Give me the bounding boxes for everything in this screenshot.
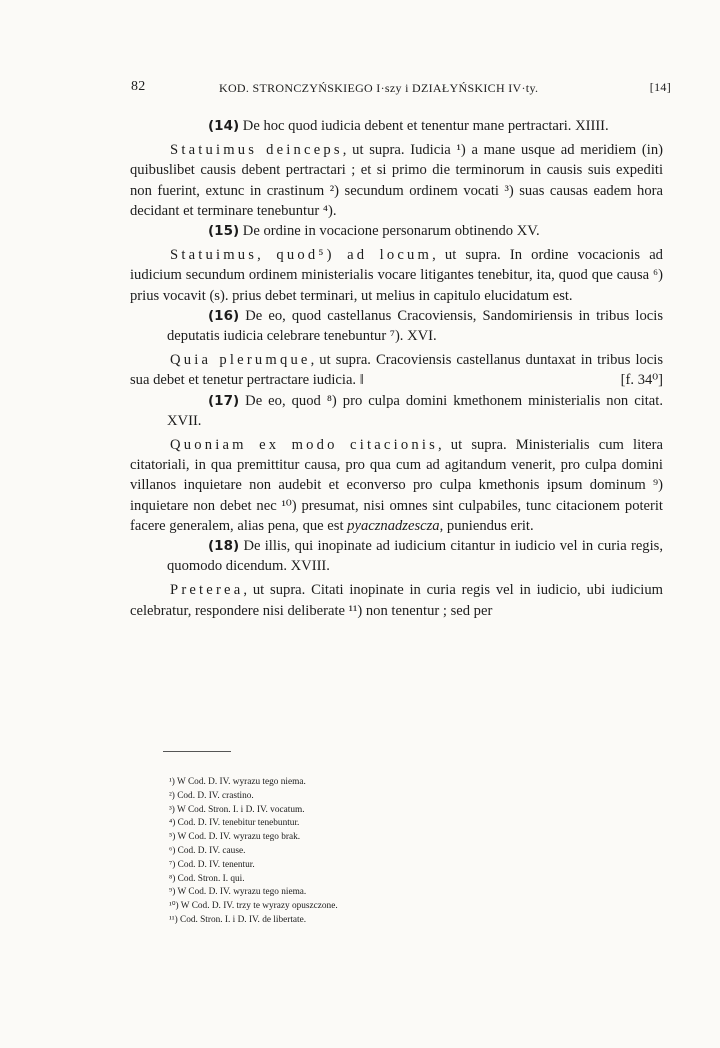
footnote: ⁹) W Cod. D. IV. wyrazu tego niema. [169,887,307,898]
footnote: ¹¹) Cod. Stron. I. i D. IV. de libertate. [169,914,307,925]
section-title-16 [130,306,663,346]
running-title: KOD. STRONCZYŃSKIEGO I·szy i DZIAŁYŃSKICH IV·ty. [219,81,539,95]
section-lead: Statuimus, quod⁵) ad locum [170,247,433,264]
section-title-14 [130,116,663,136]
section-body-18 [130,580,663,620]
section-lead: Quia plerumque [170,352,311,369]
section-body-text: , ut supra. In ordine vocacionis ad iudicium secundum ordinem ministerialis vocare litigantes tenebitur, ita, quod que causa ⁶) prius vocavit (s). prius debet terminari, ut melius in capitulo elucidatum est. [130,247,663,304]
section-title-text: De illis, qui inopinate ad iudicium citantur in iudicio vel in curia regis, quomodo dicendum. XVIII. [167,538,663,575]
section-title-text: De eo, quod castellanus Cracoviensis, Sandomiriensis in tribus locis deputatis iudicia celebrare tenebuntur ⁷). XVI. [167,307,663,345]
section-body-15 [130,245,663,306]
footnote: ⁷) Cod. D. IV. tenentur. [169,859,255,870]
section-title-text: De eo, quod ⁸) pro culpa domini kmethonem ministerialis non citat. XVII. [167,392,663,429]
section-body-italic: pyacznadzescza [347,517,440,534]
section-body-text: , ut supra. Cracoviensis castellanus duntaxat in tribus locis sua debet et tenetur pertractare iudicia. ‖ [130,352,664,389]
section-number: (14) [208,118,240,134]
footnote: ¹⁰) W Cod. D. IV. trzy te wyrazy opuszczone. [169,901,338,912]
section-lead: Quoniam ex modo citacionis [170,437,438,454]
section-lead: Preterea [170,582,244,599]
section-title-text: De ordine in vocacione personarum obtinendo XV. [242,223,540,240]
footnote: ⁶) Cod. D. IV. cause. [169,845,246,856]
footnotes [169,776,469,928]
footnote: ²) Cod. D. IV. crastino. [169,790,254,801]
section-lead: Statuimus deinceps [170,142,343,159]
footnote-rule [163,751,231,752]
section-number: (18) [208,538,240,555]
section-body-text: , ut supra. Iudicia ¹) a mane usque ad meridiem (in) quibuslibet causis debent pertractari ; et si primo die terminorum in causis suis expediti non fuerint, extunc in crastinum ²) secundum ordinem vocati ³) suas causas eadem hora decidant et terminare tenebuntur ⁴). [130,142,663,219]
footnote: ⁴) Cod. D. IV. tenebitur tenebuntur. [169,818,300,829]
footnote: ⁵) W Cod. D. IV. wyrazu tego brak. [169,832,301,843]
section-title-text: De hoc quod iudicia debent et tenentur mane pertractari. XIIII. [242,118,609,134]
footnote: ¹) W Cod. D. IV. wyrazu tego niema. [169,777,306,787]
main-text [130,116,663,621]
section-body-14 [130,140,663,221]
folio-marker: [f. 34⁰] [620,372,663,389]
page-header [131,79,671,101]
section-number: (16) [208,307,240,324]
page-number: 82 [131,79,146,94]
section-title-18 [130,536,663,576]
section-number: (15) [208,223,240,240]
section-title-15 [130,221,663,241]
section-body-after: , puniendus erit. [439,517,534,534]
section-body-text: , ut supra. Ministerialis cum litera citatoriali, in qua premittitur causa, pro qua cum ad agitandum venerit, pro culpa domini villanos inquietare non audebit et econverso pro culpa kmethonis ipsum dominum ⁹) inquietare non debet nec ¹⁰) presumat, nisi omnes sint culpabiles, tunc citacionem poterit facere generalem, alias pena, que est [130,437,663,534]
section-body-17 [130,435,663,536]
section-number: (17) [208,392,240,409]
section-body-16 [130,350,663,390]
section-title-17 [130,391,663,431]
footnote: ³) W Cod. Stron. I. i D. IV. vocatum. [169,804,305,815]
section-mark: [14] [649,80,671,94]
section-body-text: , ut supra. Citati inopinate in curia regis vel in iudicio, ubi iudicium celebratur, respondere nisi deliberate ¹¹) non tenentur ; sed per [130,582,663,619]
footnote: ⁸) Cod. Stron. I. qui. [169,873,245,884]
